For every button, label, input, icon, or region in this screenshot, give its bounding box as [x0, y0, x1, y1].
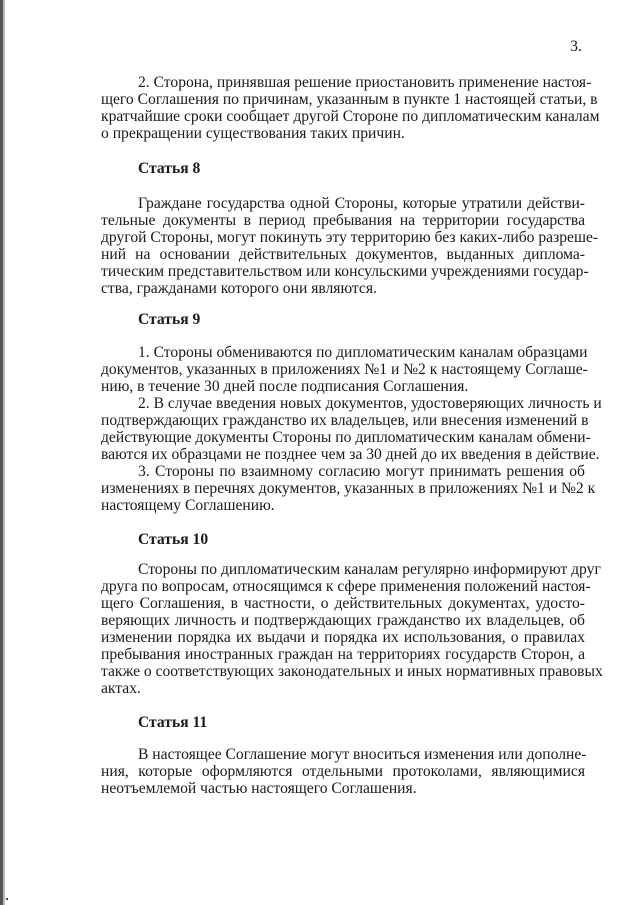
article-heading: Статья 10 [138, 531, 209, 548]
paragraph [101, 74, 600, 142]
text-line: изменении порядка их выдачи и порядка их использования, о правилах [101, 629, 585, 646]
paragraph [101, 561, 603, 697]
text-line: Стороны по дипломатическим каналам регулярно информируют друг [138, 561, 601, 578]
text-line: 2. Сторона, принявшая решение приостановить применение настоя- [138, 74, 592, 91]
text-line: В настоящее Соглашение могут вноситься изменения или дополне- [138, 746, 587, 763]
text-line: ваются их образцами не позднее чем за 30 дней до их введения в действие. [101, 446, 600, 463]
text-line: щего Соглашения, в частности, о действительных документах, удосто- [101, 595, 585, 612]
text-line: друга по вопросам, относящимся к сфере применения положений настоя- [101, 578, 591, 595]
text-line: щего Соглашения по причинам, указанным в пункте 1 настоящей статьи, в [101, 91, 598, 108]
article-heading: Статья 11 [138, 714, 208, 731]
text-line: изменениях в перечнях документов, указанных в приложениях №1 и №2 к [101, 480, 596, 497]
scan-speck [6, 898, 8, 900]
text-line: тическим представительством или консульскими учреждениями государ- [101, 263, 589, 280]
text-line: 1. Стороны обмениваются по дипломатическим каналам образцами [138, 344, 588, 361]
text-line: настоящему Соглашению. [101, 497, 275, 514]
text-line: подтверждающих гражданство их владельцев, или внесения изменений в [101, 412, 589, 429]
text-line: Граждане государства одной Стороны, которые утратили действи- [138, 195, 585, 212]
text-line: кратчайшие сроки сообщает другой Стороне по дипломатическим каналам [101, 108, 600, 125]
text-line: 2. В случае введения новых документов, удостоверяющих личность и [138, 395, 602, 412]
text-line: нию, в течение 30 дней после подписания Соглашения. [101, 378, 469, 395]
text-line: актах. [101, 680, 141, 697]
text-line: документов, указанных в приложениях №1 и №2 к настоящему Соглаше- [101, 361, 588, 378]
text-line: тельные документы в период пребывания на территории государства [101, 212, 585, 229]
text-line: другой Стороны, могут покинуть эту территорию без каких-либо разреше- [101, 229, 599, 246]
text-line: также о соответствующих законодательных и иных нормативных правовых [101, 663, 603, 680]
text-line: о прекращении существования таких причин. [101, 125, 405, 142]
text-line: пребывания иностранных граждан на территориях государств Сторон, а [101, 646, 585, 663]
paragraph [101, 395, 602, 463]
paragraph [101, 344, 588, 395]
text-line: ства, гражданами которого они являются. [101, 280, 377, 297]
page-number: 3. [570, 38, 582, 55]
paragraph [101, 746, 585, 797]
article-heading: Статья 8 [138, 160, 201, 177]
text-line: действующие документы Стороны по дипломатическим каналам обмени- [101, 429, 591, 446]
paragraph [101, 463, 596, 514]
text-line: 3. Стороны по взаимному согласию могут принимать решения об [138, 463, 585, 480]
scan-edge-shadow [3, 0, 5, 905]
text-line: неотъемлемой частью настоящего Соглашения. [101, 780, 417, 797]
article-heading: Статья 9 [138, 311, 201, 328]
paragraph [101, 195, 599, 297]
text-line: веряющих личность и подтверждающих гражданство их владельцев, об [101, 612, 585, 629]
text-line: ний на основании действительных документов, выданных диплома- [101, 246, 585, 263]
text-line: ния, которые оформляются отдельными протоколами, являющимися [101, 763, 585, 780]
